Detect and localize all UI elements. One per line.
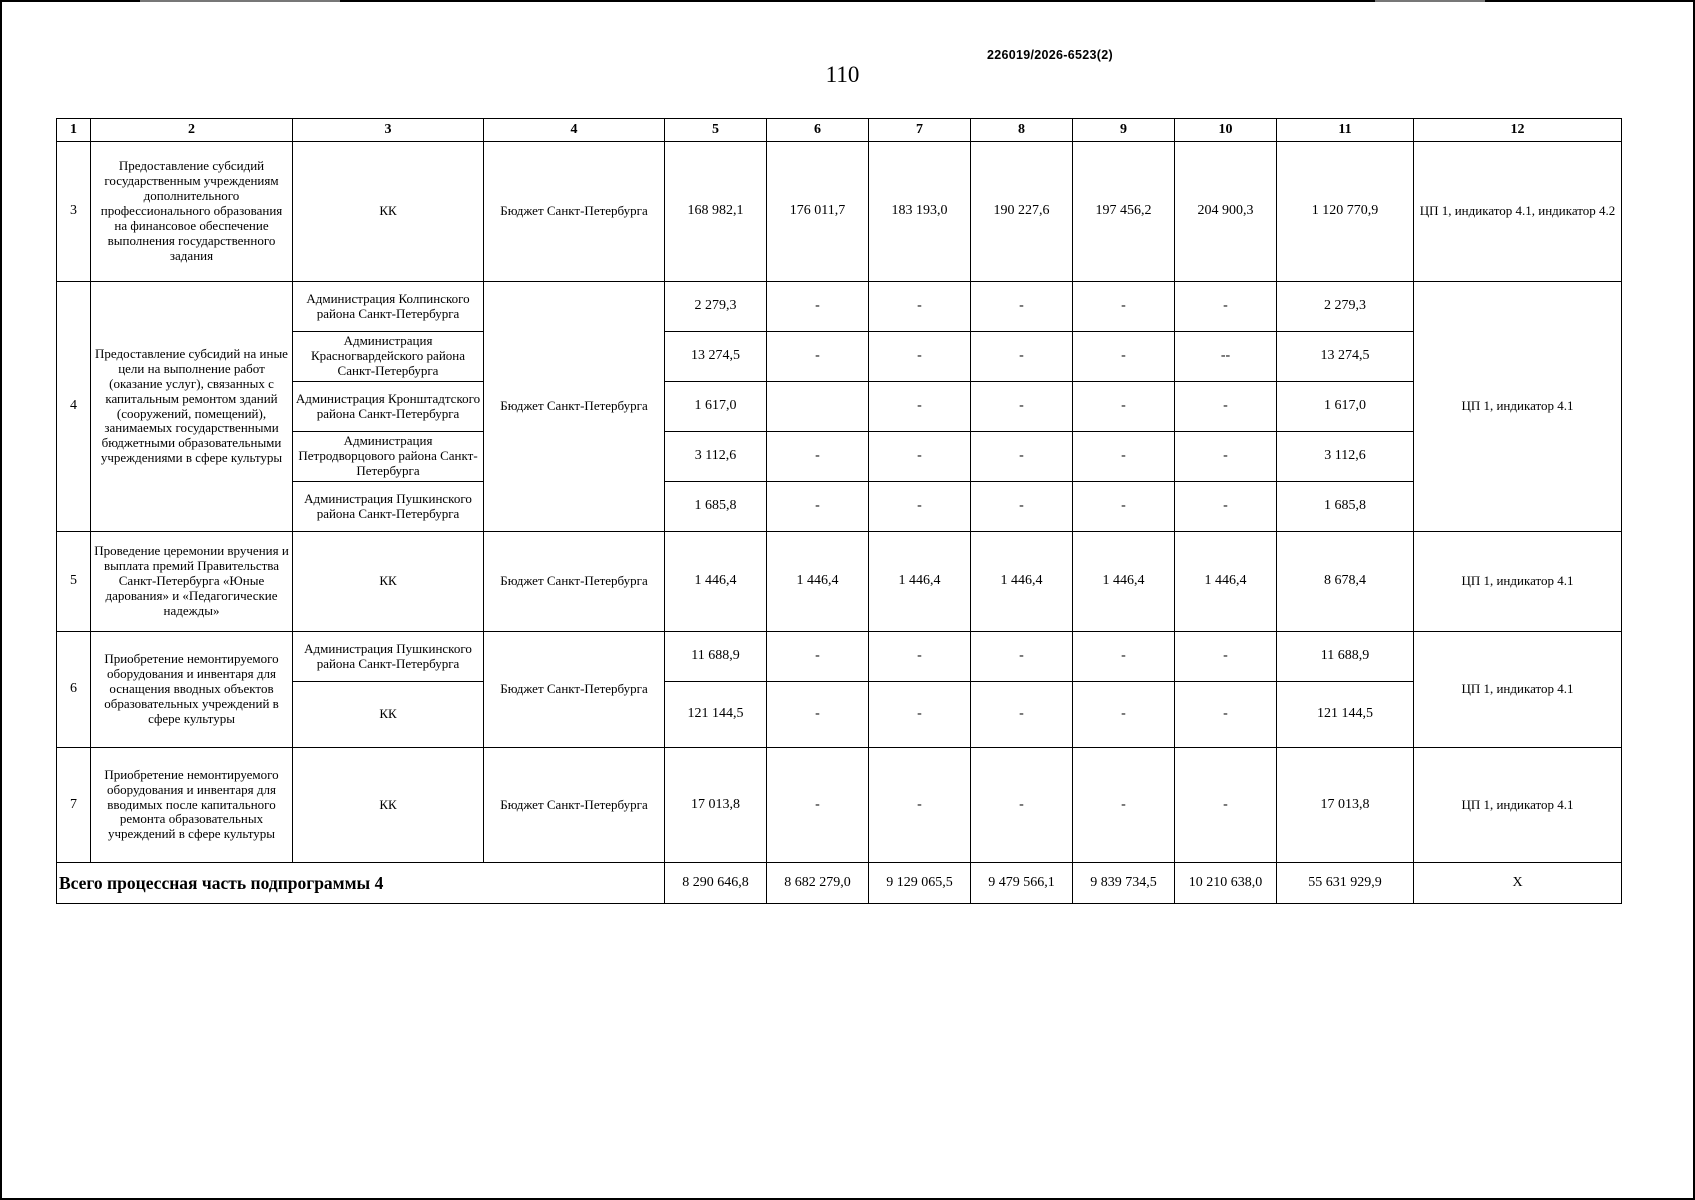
value-cell: 190 227,6 [971,142,1073,282]
value-cell: 13 274,5 [1277,332,1414,382]
indicator-cell: ЦП 1, индикатор 4.1 [1414,532,1622,632]
column-header: 1 [57,119,91,142]
value-cell: - [869,282,971,332]
value-cell: 1 685,8 [1277,482,1414,532]
value-cell: 11 688,9 [665,632,767,682]
total-indicator: X [1414,863,1622,904]
value-cell: - [869,632,971,682]
value-cell: - [1073,632,1175,682]
funding-source: Бюджет Санкт-Петербурга [484,282,665,532]
value-cell: 168 982,1 [665,142,767,282]
value-cell: - [869,748,971,863]
column-header: 6 [767,119,869,142]
value-cell: 121 144,5 [665,682,767,748]
value-cell: - [767,332,869,382]
value-cell: 1 685,8 [665,482,767,532]
value-cell: 17 013,8 [665,748,767,863]
total-value: 55 631 929,9 [1277,863,1414,904]
value-cell: 8 678,4 [1277,532,1414,632]
value-cell: 1 617,0 [1277,382,1414,432]
total-value: 8 290 646,8 [665,863,767,904]
activity-description: Предоставление субсидий на иные цели на выполнение работ (оказание услуг), связанных с капитальным ремонтом зданий (сооружений, помещений), занимаемых государственными бюджетными образовательными учреждениями в сфере культуры [91,282,293,532]
value-cell: 1 446,4 [1175,532,1277,632]
value-cell: 17 013,8 [1277,748,1414,863]
value-cell: 1 446,4 [869,532,971,632]
row-number: 7 [57,748,91,863]
value-cell: 11 688,9 [1277,632,1414,682]
value-cell: - [767,432,869,482]
value-cell: - [1175,432,1277,482]
value-cell: - [1175,282,1277,332]
value-cell: - [869,482,971,532]
executor-cell: Администрация Пушкинского района Санкт-Петербурга [293,482,484,532]
value-cell: - [971,632,1073,682]
value-cell: 2 279,3 [665,282,767,332]
executor-cell: КК [293,682,484,748]
value-cell: - [767,282,869,332]
value-cell: - [971,332,1073,382]
table-row [57,748,1622,863]
funding-source: Бюджет Санкт-Петербурга [484,532,665,632]
total-label: Всего процессная часть подпрограммы 4 [57,863,665,904]
value-cell: - [1073,748,1175,863]
indicator-cell: ЦП 1, индикатор 4.1 [1414,632,1622,748]
column-number-row [57,119,1622,142]
executor-cell: КК [293,142,484,282]
activity-description: Приобретение немонтируемого оборудования и инвентаря для оснащения вводных объектов образовательных учреждений в сфере культуры [91,632,293,748]
value-cell: 121 144,5 [1277,682,1414,748]
value-cell: 3 112,6 [1277,432,1414,482]
column-header: 10 [1175,119,1277,142]
value-cell: - [767,748,869,863]
value-cell: - [1073,382,1175,432]
table-row [57,142,1622,282]
scan-artifact [140,0,340,2]
program-table [56,118,1622,904]
table-body [57,119,1622,904]
activity-description: Предоставление субсидий государственным учреждениям дополнительного профессионального образования на финансовое обеспечение выполнения государственного задания [91,142,293,282]
value-cell: - [971,282,1073,332]
value-cell: - [1175,748,1277,863]
row-number: 4 [57,282,91,532]
executor-cell: Администрация Пушкинского района Санкт-Петербурга [293,632,484,682]
executor-cell: КК [293,748,484,863]
table-row [57,632,1622,682]
value-cell: 13 274,5 [665,332,767,382]
value-cell: - [971,482,1073,532]
executor-cell: Администрация Петродворцового района Санкт-Петербурга [293,432,484,482]
value-cell: - [767,632,869,682]
value-cell: - [1073,482,1175,532]
value-cell: - [869,382,971,432]
column-header: 12 [1414,119,1622,142]
value-cell: 204 900,3 [1175,142,1277,282]
value-cell: - [869,682,971,748]
total-row [57,863,1622,904]
value-cell: - [1073,282,1175,332]
page-number: 110 [825,62,860,87]
value-cell: - [971,382,1073,432]
indicator-cell: ЦП 1, индикатор 4.1 [1414,748,1622,863]
row-number: 6 [57,632,91,748]
column-header: 3 [293,119,484,142]
column-header: 7 [869,119,971,142]
total-value: 9 839 734,5 [1073,863,1175,904]
value-cell: 1 617,0 [665,382,767,432]
total-value: 8 682 279,0 [767,863,869,904]
value-cell: - [767,482,869,532]
indicator-cell: ЦП 1, индикатор 4.1, индикатор 4.2 [1414,142,1622,282]
value-cell: 1 446,4 [971,532,1073,632]
value-cell: - [971,432,1073,482]
executor-cell: КК [293,532,484,632]
value-cell: -- [1175,332,1277,382]
value-cell: - [1175,382,1277,432]
value-cell: - [1175,682,1277,748]
value-cell: - [767,682,869,748]
activity-description: Проведение церемонии вручения и выплата премий Правительства Санкт-Петербурга «Юные дарования» и «Педагогические надежды» [91,532,293,632]
value-cell: - [1073,432,1175,482]
indicator-cell: ЦП 1, индикатор 4.1 [1414,282,1622,532]
value-cell: 1 446,4 [1073,532,1175,632]
total-value: 9 479 566,1 [971,863,1073,904]
value-cell [767,382,869,432]
value-cell: - [1175,482,1277,532]
row-number: 5 [57,532,91,632]
funding-source: Бюджет Санкт-Петербурга [484,142,665,282]
total-value: 10 210 638,0 [1175,863,1277,904]
value-cell: - [869,332,971,382]
document-id: 226019/2026-6523(2) [987,48,1113,62]
value-cell: - [1175,632,1277,682]
funding-source: Бюджет Санкт-Петербурга [484,632,665,748]
value-cell: 2 279,3 [1277,282,1414,332]
executor-cell: Администрация Красногвардейского района Санкт-Петербурга [293,332,484,382]
total-value: 9 129 065,5 [869,863,971,904]
column-header: 9 [1073,119,1175,142]
value-cell: 1 446,4 [767,532,869,632]
scan-artifact [1375,0,1485,2]
value-cell: 1 120 770,9 [1277,142,1414,282]
activity-description: Приобретение немонтируемого оборудования и инвентаря для вводимых после капитального ремонта образовательных учреждений в сфере культуры [91,748,293,863]
value-cell: 197 456,2 [1073,142,1175,282]
value-cell: - [971,748,1073,863]
value-cell: - [1073,332,1175,382]
value-cell: - [971,682,1073,748]
column-header: 2 [91,119,293,142]
value-cell: 183 193,0 [869,142,971,282]
funding-source: Бюджет Санкт-Петербурга [484,748,665,863]
executor-cell: Администрация Колпинского района Санкт-Петербурга [293,282,484,332]
row-number: 3 [57,142,91,282]
executor-cell: Администрация Кронштадтского района Санкт-Петербурга [293,382,484,432]
column-header: 5 [665,119,767,142]
value-cell: - [869,432,971,482]
column-header: 11 [1277,119,1414,142]
table-row [57,282,1622,332]
value-cell: - [1073,682,1175,748]
table-row [57,532,1622,632]
column-header: 8 [971,119,1073,142]
value-cell: 3 112,6 [665,432,767,482]
value-cell: 176 011,7 [767,142,869,282]
value-cell: 1 446,4 [665,532,767,632]
column-header: 4 [484,119,665,142]
